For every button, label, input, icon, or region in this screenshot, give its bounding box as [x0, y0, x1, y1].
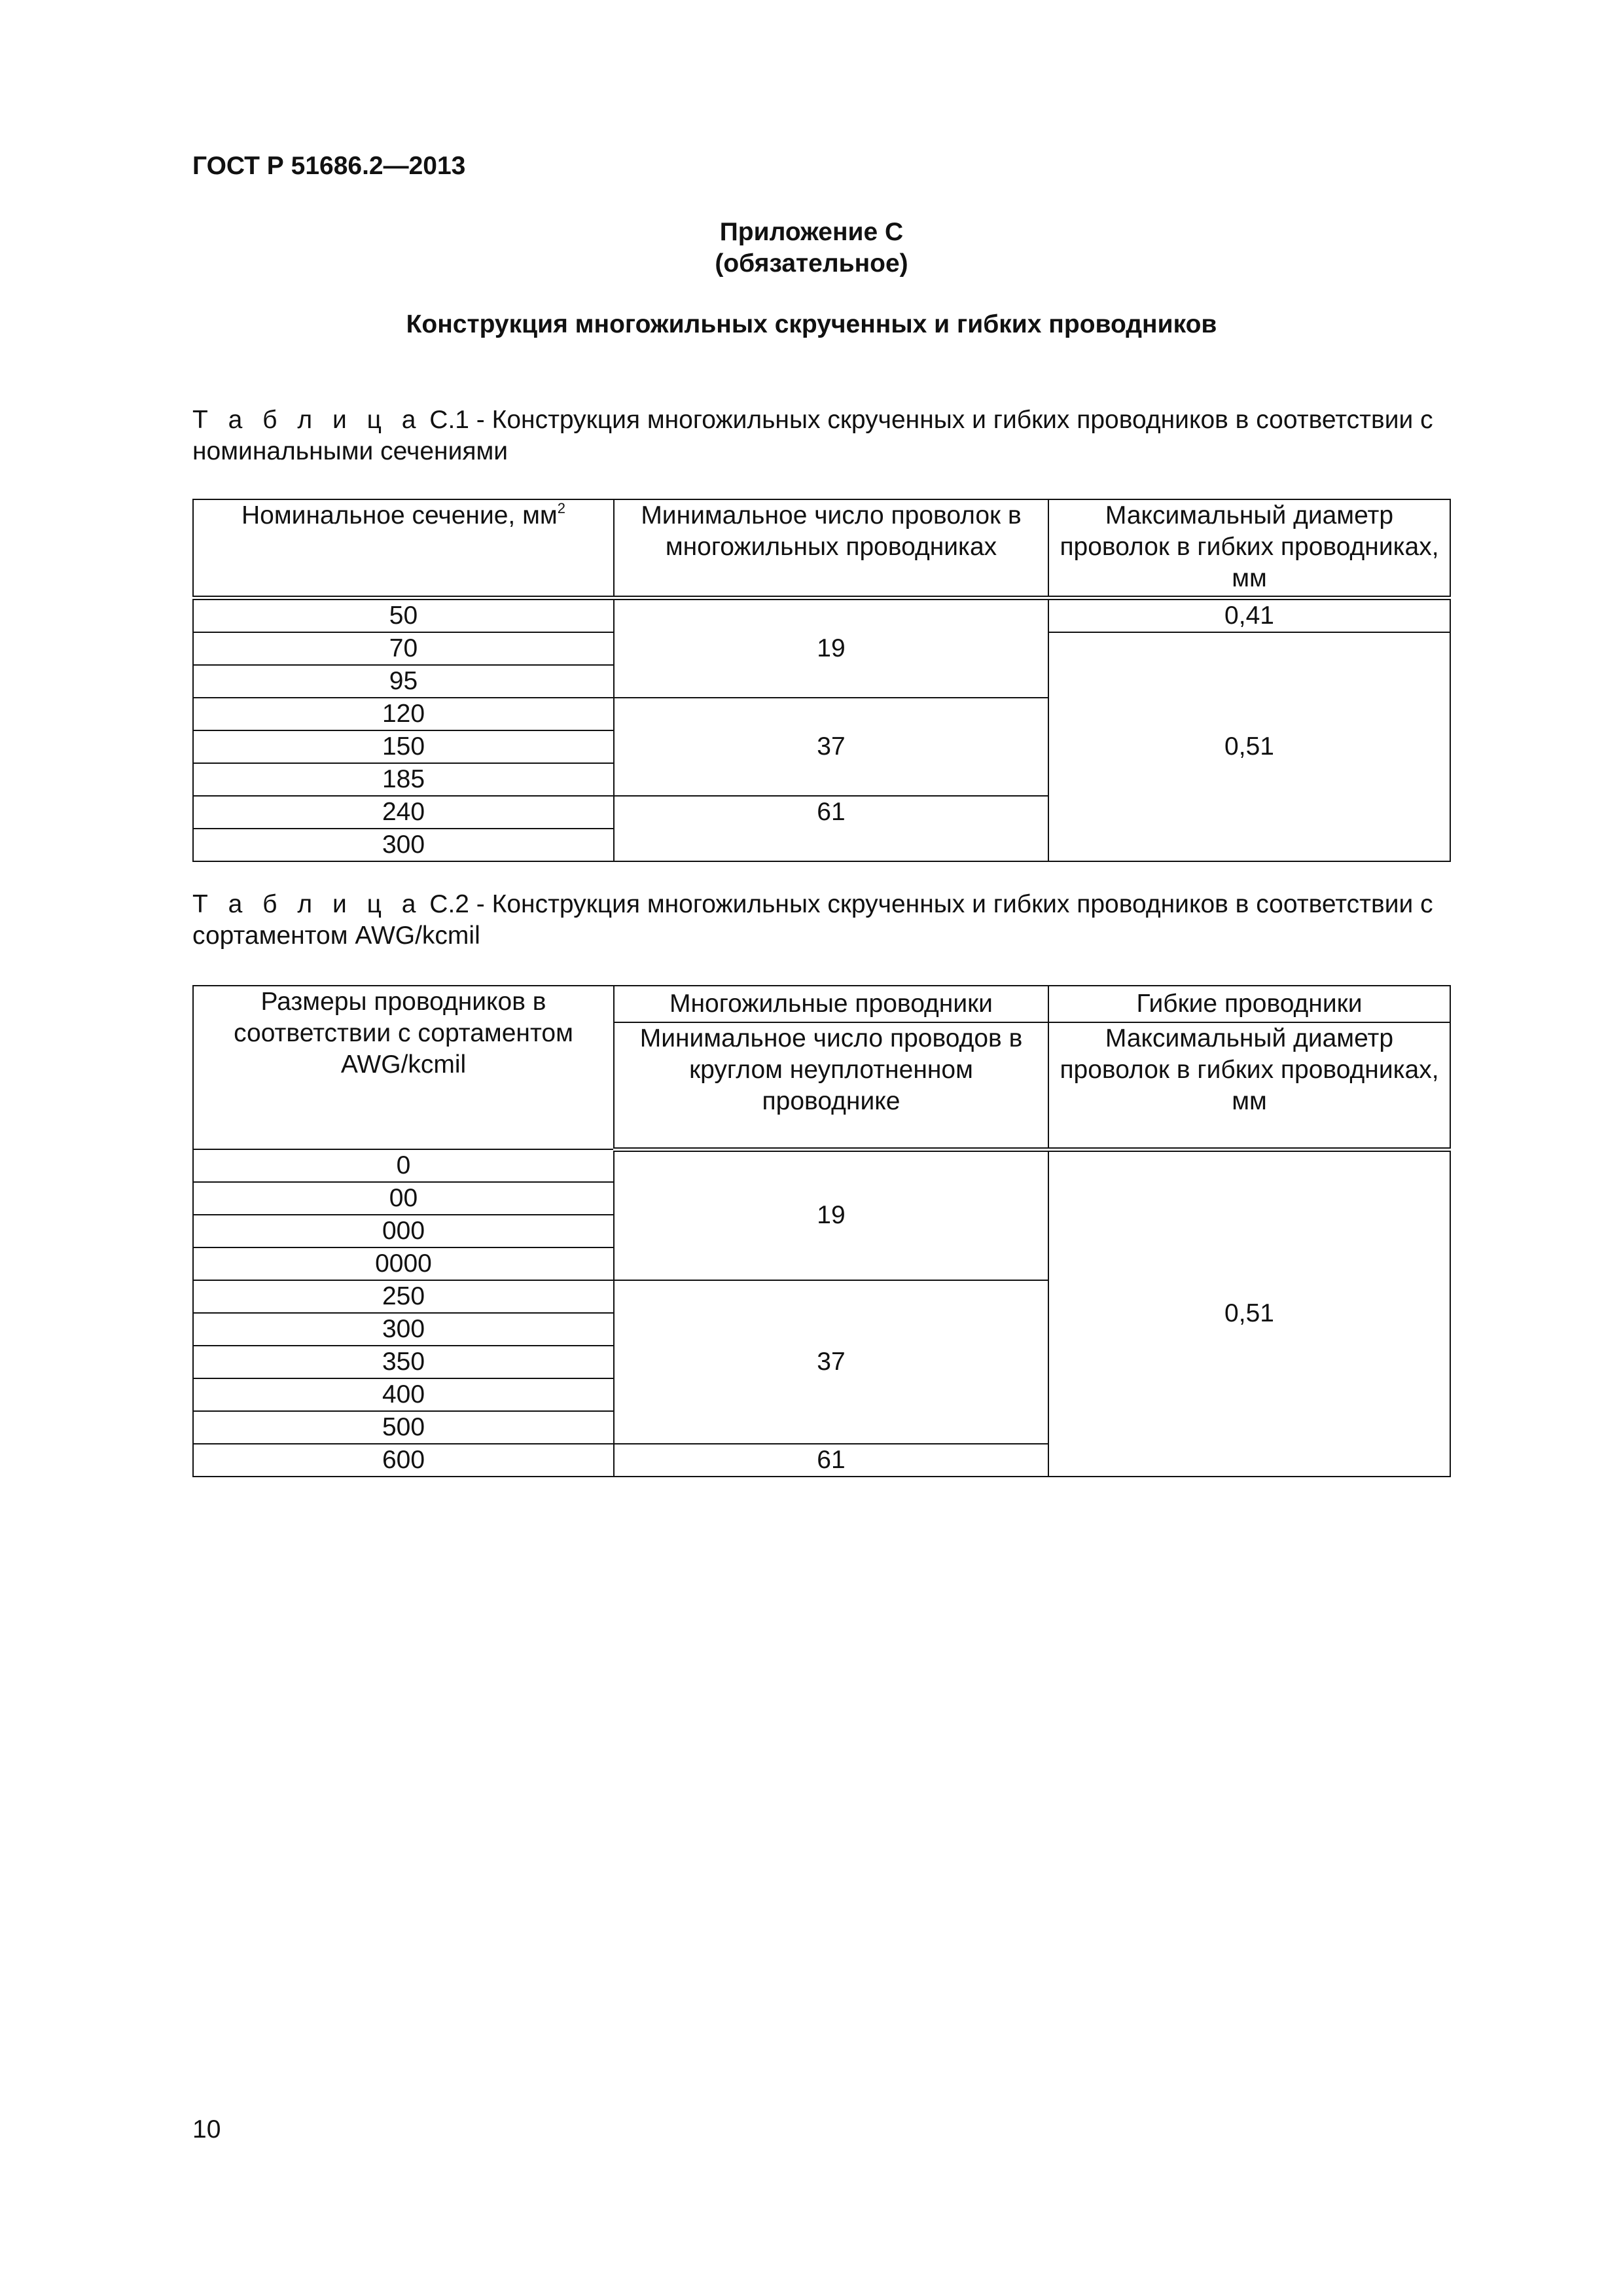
- table2-cell-size: 250: [193, 1280, 614, 1313]
- table2-header-sizes: Размеры проводников в соответствии с сортаментом AWG/kcmil: [193, 986, 614, 1149]
- table2-cell-size: 500: [193, 1411, 614, 1444]
- table2-cell-size: 000: [193, 1215, 614, 1247]
- document-header: ГОСТ Р 51686.2—2013: [192, 152, 466, 180]
- table1-cell-min-wires: 19: [614, 598, 1048, 698]
- table1-header-row: [193, 499, 1450, 598]
- table2-caption: [192, 889, 1462, 952]
- table1-cell-section: 300: [193, 829, 614, 861]
- table1-cell-min-wires: 61: [614, 796, 1048, 861]
- table1-cell-section: 120: [193, 698, 614, 730]
- table1-header-section-label: Номинальное сечение, мм: [241, 501, 558, 529]
- table2-cell-size: 400: [193, 1378, 614, 1411]
- table1-cell-section: 240: [193, 796, 614, 829]
- table2-cell-size: 300: [193, 1313, 614, 1346]
- table1-cell-section: 150: [193, 730, 614, 763]
- table1-caption: [192, 404, 1462, 467]
- table1-header-max-diameter: Максимальный диаметр проволок в гибких проводниках, мм: [1048, 499, 1450, 598]
- table1-cell-max-diameter: 0,51: [1048, 632, 1450, 861]
- appendix-title: Приложение С: [719, 218, 904, 246]
- table1-header-min-wires: Минимальное число проволок в многожильных проводниках: [614, 499, 1048, 598]
- appendix-heading: Конструкция многожильных скрученных и гибких проводников: [406, 310, 1217, 338]
- appendix-status: (обязательное): [715, 249, 908, 278]
- table-row: [193, 598, 1450, 632]
- table2-cell-min-wires: 37: [614, 1280, 1048, 1444]
- table1-caption-text: С.1 - Конструкция многожильных скрученных и гибких проводников в соответствии с номинальными сечениями: [192, 406, 1433, 465]
- table1-cell-section: 95: [193, 665, 614, 698]
- table2-cell-size: 600: [193, 1444, 614, 1477]
- table2-cell-size: 350: [193, 1346, 614, 1378]
- table2-cell-max-diameter: 0,51: [1048, 1149, 1450, 1477]
- table2-caption-text: С.2 - Конструкция многожильных скрученных и гибких проводников в соответствии с сортаментом AWG/kcmil: [192, 890, 1433, 950]
- table-row: [193, 1149, 1450, 1182]
- table1-cell-section: 50: [193, 598, 614, 632]
- table2: [192, 985, 1451, 1477]
- table2-caption-label: Т а б л и ц а: [192, 890, 423, 918]
- table2-cell-size: 00: [193, 1182, 614, 1215]
- table1-caption-label: Т а б л и ц а: [192, 406, 423, 434]
- table2-header-stranded: Многожильные проводники: [614, 986, 1048, 1022]
- table1-cell-section: 70: [193, 632, 614, 665]
- table1-cell-max-diameter: 0,41: [1048, 598, 1450, 632]
- table2-header-row: [193, 986, 1450, 1022]
- table1: [192, 499, 1451, 862]
- table2-header-min-wires: Минимальное число проводов в круглом неуплотненном проводнике: [614, 1022, 1048, 1149]
- table2-header-flexible: Гибкие проводники: [1048, 986, 1450, 1022]
- table2-header-max-diameter: Максимальный диаметр проволок в гибких проводниках, мм: [1048, 1022, 1450, 1149]
- table2-cell-min-wires: 61: [614, 1444, 1048, 1477]
- table2-cell-size: 0: [193, 1149, 614, 1182]
- table1-cell-min-wires: 37: [614, 698, 1048, 796]
- page-number: 10: [192, 2115, 221, 2144]
- table2-cell-min-wires: 19: [614, 1149, 1048, 1280]
- table1-cell-section: 185: [193, 763, 614, 796]
- table2-cell-size: 0000: [193, 1247, 614, 1280]
- table1-header-section-unit: 2: [557, 500, 565, 516]
- table1-header-section: [193, 499, 614, 598]
